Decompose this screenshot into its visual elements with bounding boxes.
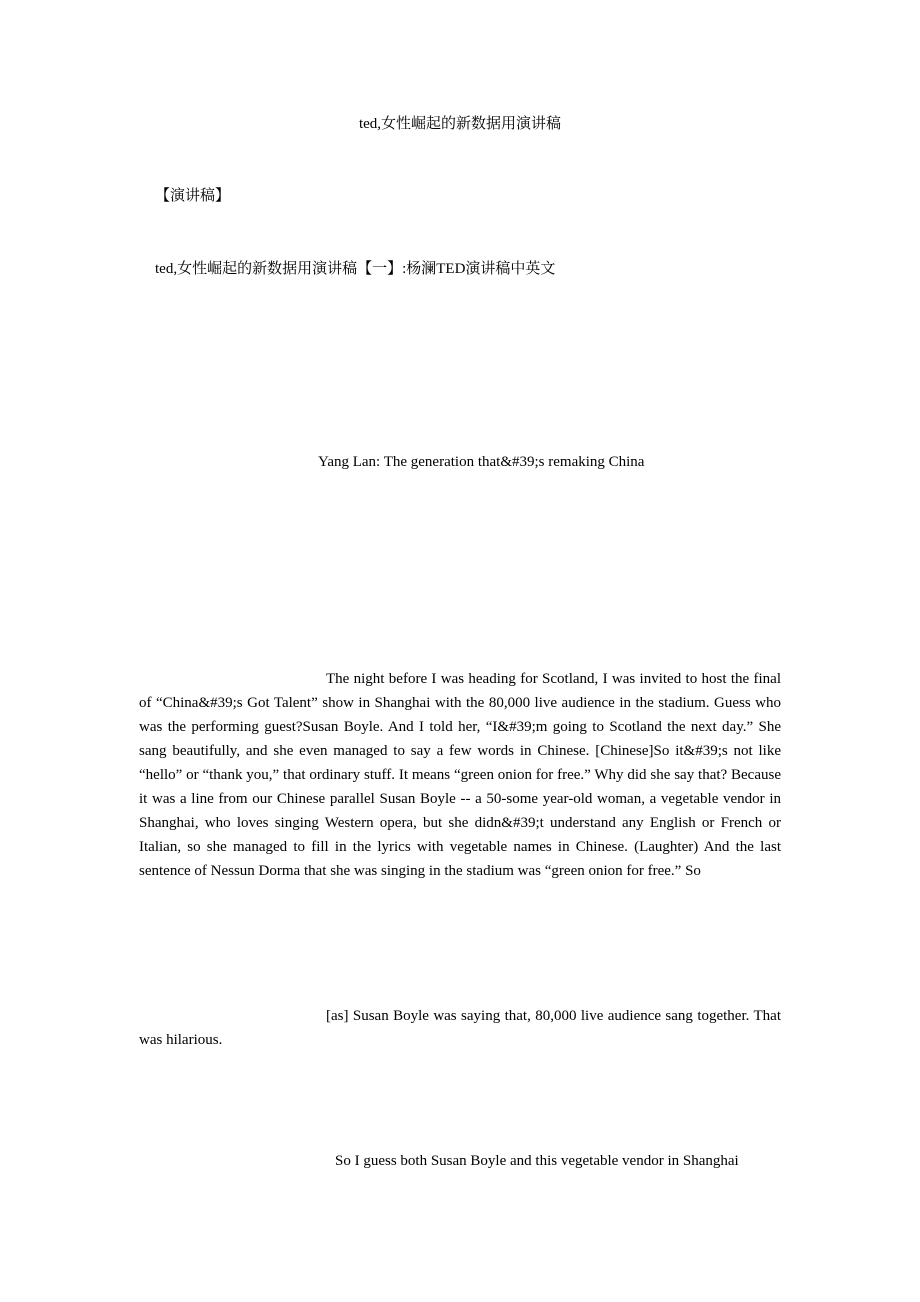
category-label: 【演讲稿】 [155,188,231,204]
document-subtitle: ted,女性崛起的新数据用演讲稿【一】:杨澜TED演讲稿中英文 [155,261,556,277]
body-paragraph: The night before I was heading for Scotland, I was invited to host the final of “China&#39;s Got Talent” show in Shanghai with the 80,000 live audience in the stadium. Guess who was the performing guest?Susan Boyle. And I told her, “I&#39;m going to Scotland the next day.” She sang beautifully, and she even managed to say a few words in Chinese. [Chinese]So it&#39;s not like “hello” or “thank you,” that ordinary stuff. It means “green onion for free.” Why did she say that? Because it was a line from our Chinese parallel Susan Boyle -- a 50-some year-old woman, a vegetable vendor in Shanghai, who loves singing Western opera, but she didn&#39;t understand any English or French or Italian, so she managed to fill in the lyrics with vegetable names in Chinese. (Laughter) And the last sentence of Nessun Dorma that she was singing in the stadium was “green onion for free.” So [139,671,781,879]
document-title: ted,女性崛起的新数据用演讲稿 [358,116,562,132]
body-paragraph: So I guess both Susan Boyle and this vegetable vendor in Shanghai [335,1153,739,1169]
talk-title: Yang Lan: The generation that&#39;s remaking China [318,454,645,470]
body-paragraph: [as] Susan Boyle was saying that, 80,000 live audience sang together. That was hilarious. [139,1008,781,1048]
